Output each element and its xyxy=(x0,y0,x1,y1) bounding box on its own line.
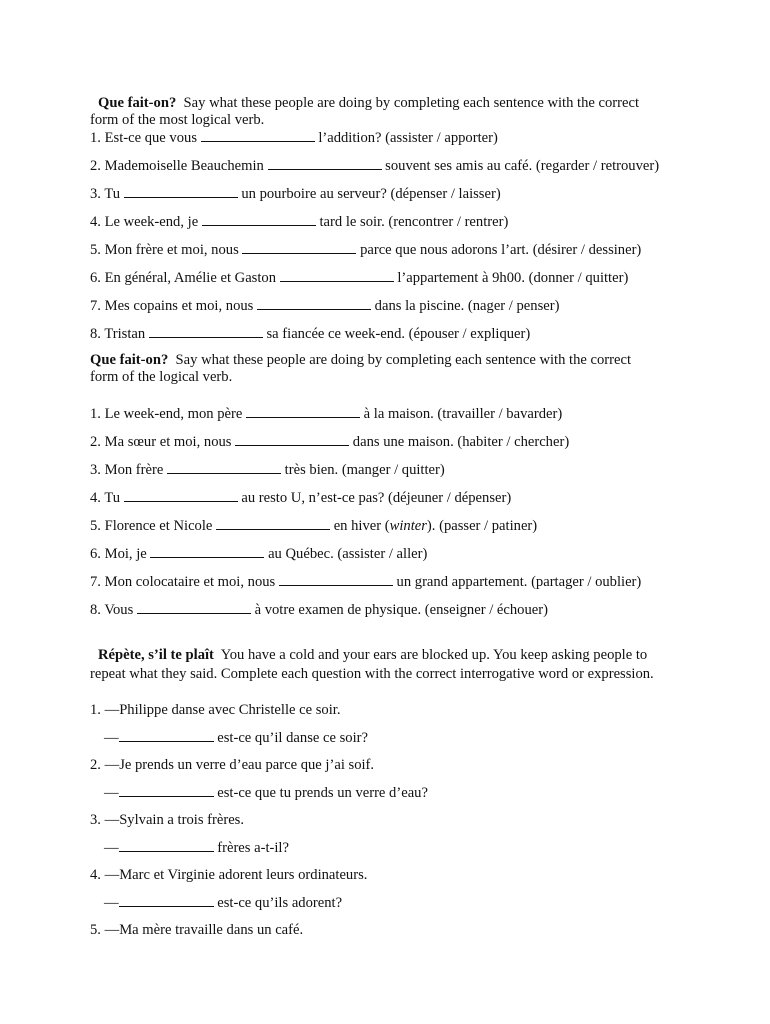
section1-heading: Que fait-on? xyxy=(98,95,177,111)
answer-blank[interactable] xyxy=(201,129,315,142)
answer-blank[interactable] xyxy=(119,839,214,852)
section3-heading: Répète, s’il te plaît xyxy=(98,647,214,663)
answer-blank[interactable] xyxy=(119,784,214,797)
section2-item-3: 3. Mon frère très bien. (manger / quitter) xyxy=(90,462,445,478)
section3-reply-3: — frères a-t-il? xyxy=(104,840,289,856)
section1-instructions-line2: form of the most logical verb. xyxy=(90,112,265,128)
section2-item-5: 5. Florence et Nicole en hiver (winter). (passer / patiner) xyxy=(90,518,538,534)
section1-item-7: 7. Mes copains et moi, nous dans la piscine. (nager / penser) xyxy=(90,298,560,314)
answer-blank[interactable] xyxy=(246,405,360,418)
section2-instructions-line1: Say what these people are doing by completing each sentence with the correct xyxy=(175,352,632,368)
section3-reply-1: — est-ce qu’il danse ce soir? xyxy=(104,730,368,746)
answer-blank[interactable] xyxy=(202,213,316,226)
section3-reply-2: — est-ce que tu prends un verre d’eau? xyxy=(104,785,428,801)
section3-reply-4: — est-ce qu’ils adorent? xyxy=(104,895,343,911)
section2-item-2: 2. Ma sœur et moi, nous dans une maison. (habiter / chercher) xyxy=(90,434,570,450)
answer-blank[interactable] xyxy=(119,894,214,907)
answer-blank[interactable] xyxy=(137,601,251,614)
section1-item-8: 8. Tristan sa fiancée ce week-end. (épouser / expliquer) xyxy=(90,326,531,342)
section2-intro xyxy=(90,352,690,369)
section2-item-6: 6. Moi, je au Québec. (assister / aller) xyxy=(90,546,428,562)
section2-instructions-line2: form of the logical verb. xyxy=(90,369,233,385)
answer-blank[interactable] xyxy=(257,297,371,310)
answer-blank[interactable] xyxy=(124,489,238,502)
section1-item-4: 4. Le week-end, je tard le soir. (rencontrer / rentrer) xyxy=(90,214,509,230)
answer-blank[interactable] xyxy=(216,517,330,530)
section1-item-5: 5. Mon frère et moi, nous parce que nous adorons l’art. (désirer / dessiner) xyxy=(90,242,642,258)
answer-blank[interactable] xyxy=(280,269,394,282)
section1-item-1: 1. Est-ce que vous l’addition? (assister / apporter) xyxy=(90,130,498,146)
answer-blank[interactable] xyxy=(279,573,393,586)
section1-instructions-line1: Say what these people are doing by completing each sentence with the correct xyxy=(183,95,640,111)
answer-blank[interactable] xyxy=(119,729,214,742)
section1-item-6: 6. En général, Amélie et Gaston l’appartement à 9h00. (donner / quitter) xyxy=(90,270,629,286)
section1-item-3: 3. Tu un pourboire au serveur? (dépenser / laisser) xyxy=(90,186,501,202)
section2-item-7: 7. Mon colocataire et moi, nous un grand appartement. (partager / oublier) xyxy=(90,574,642,590)
section3-statement-1: 1. —Philippe danse avec Christelle ce soir. xyxy=(90,702,341,718)
answer-blank[interactable] xyxy=(268,157,382,170)
section3-statement-3: 3. —Sylvain a trois frères. xyxy=(90,812,245,828)
section3-statement-4: 4. —Marc et Virginie adorent leurs ordinateurs. xyxy=(90,867,368,883)
answer-blank[interactable] xyxy=(150,545,264,558)
section3-intro xyxy=(90,647,690,664)
answer-blank[interactable] xyxy=(167,461,281,474)
section2-item-8: 8. Vous à votre examen de physique. (enseigner / échouer) xyxy=(90,602,548,618)
section3-instructions-line1: You have a cold and your ears are blocked up. You keep asking people to xyxy=(220,647,648,663)
answer-blank[interactable] xyxy=(242,241,356,254)
section3-statement-5: 5. —Ma mère travaille dans un café. xyxy=(90,922,304,938)
section1-intro xyxy=(90,95,690,112)
worksheet-page xyxy=(90,95,690,939)
answer-blank[interactable] xyxy=(149,325,263,338)
section1-item-2: 2. Mademoiselle Beauchemin souvent ses amis au café. (regarder / retrouver) xyxy=(90,158,660,174)
section3-instructions-line2: repeat what they said. Complete each question with the correct interrogative word or expression. xyxy=(90,666,654,682)
section2-heading: Que fait-on? xyxy=(90,352,169,368)
section2-item-4: 4. Tu au resto U, n’est-ce pas? (déjeuner / dépenser) xyxy=(90,490,512,506)
section3-statement-2: 2. —Je prends un verre d’eau parce que j’ai soif. xyxy=(90,757,375,773)
answer-blank[interactable] xyxy=(124,185,238,198)
section2-item-1: 1. Le week-end, mon père à la maison. (travailler / bavarder) xyxy=(90,406,563,422)
answer-blank[interactable] xyxy=(235,433,349,446)
